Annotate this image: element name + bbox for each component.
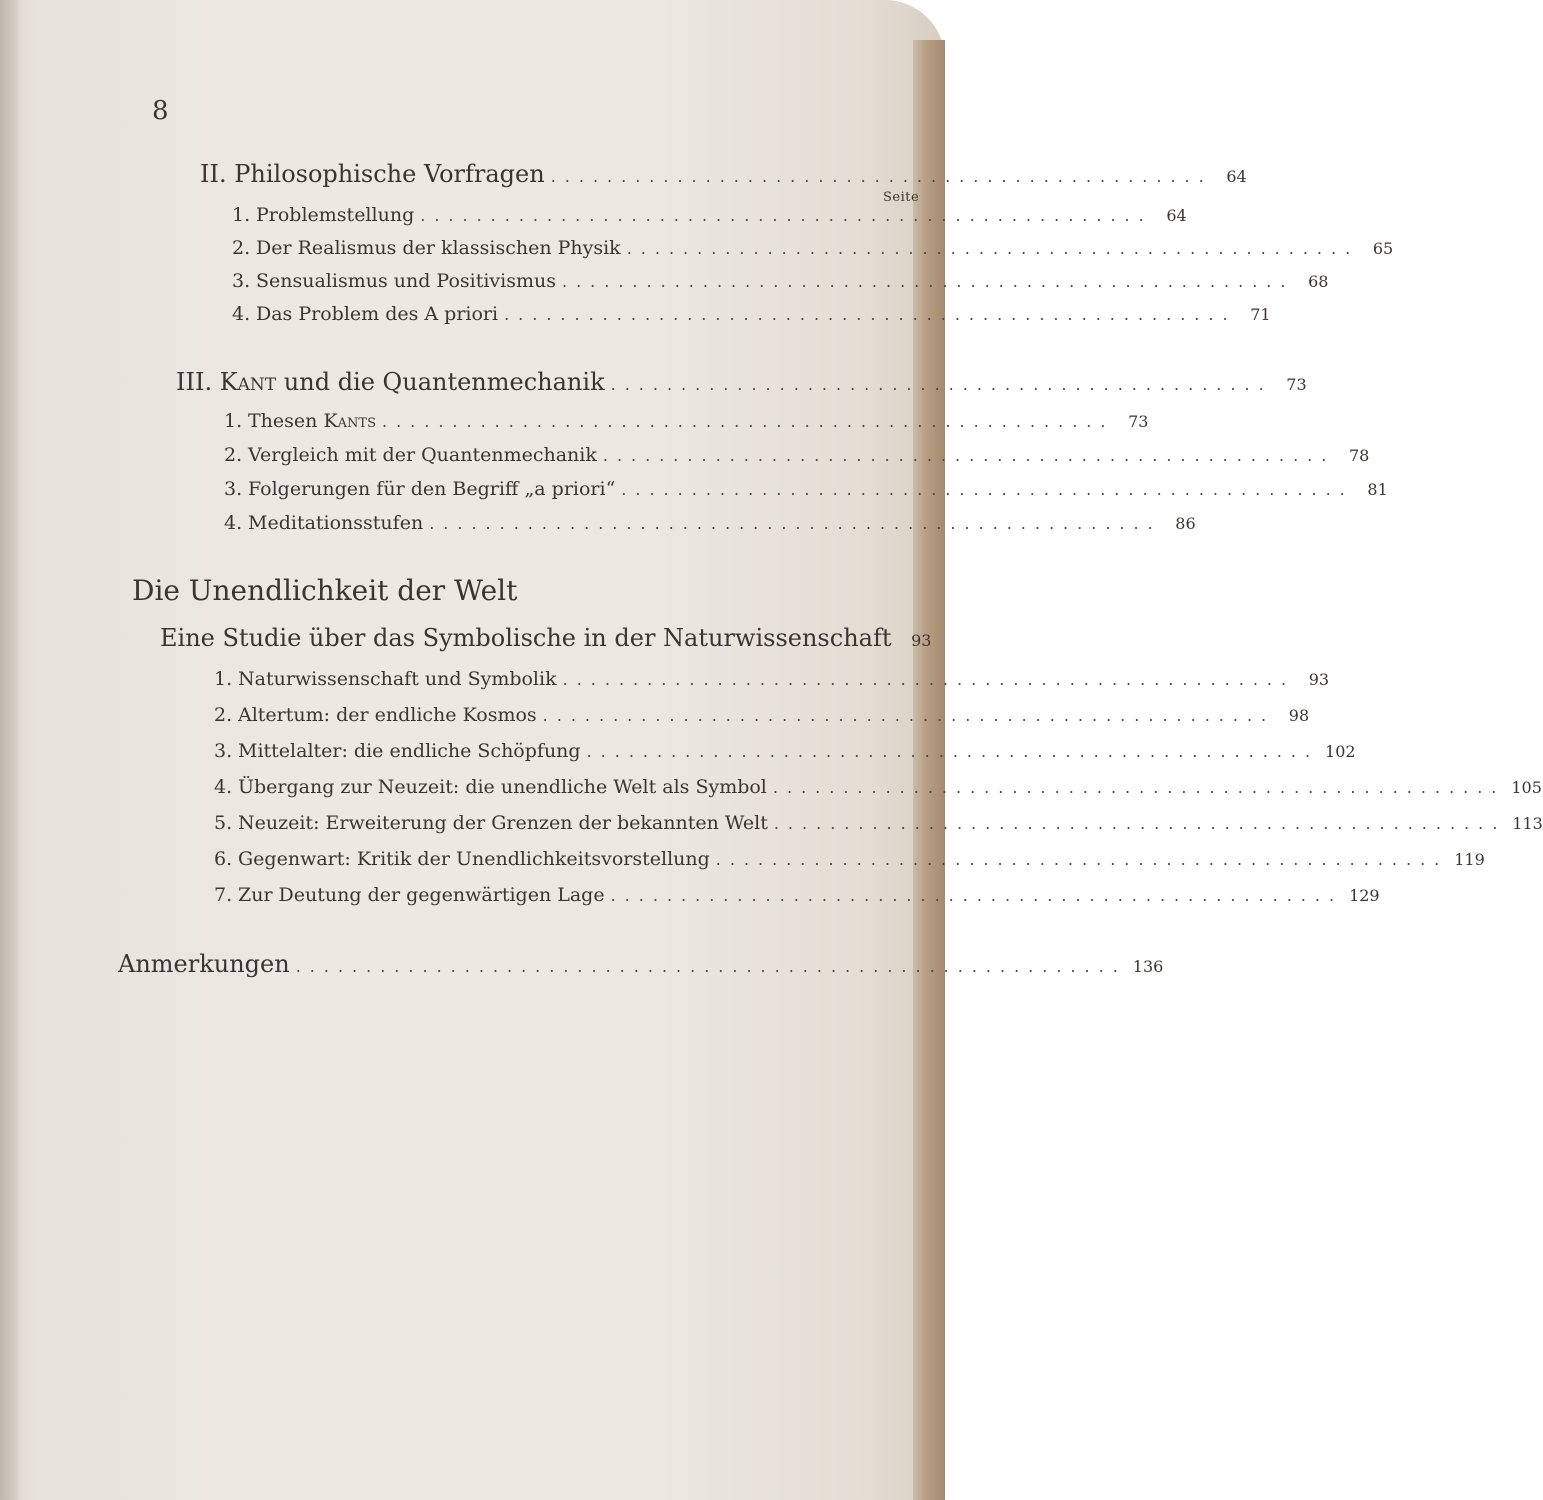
toc-entry: 6. Gegenwart: Kritik der Unendlichkeitsvorstellung .................................................... 119: [214, 848, 1485, 870]
toc-entry-label: Thesen: [248, 410, 318, 432]
toc-entry-page: 71: [1250, 305, 1271, 324]
toc-entry-label: Vergleich mit der Quantenmechanik: [248, 444, 597, 466]
toc-entry: 3. Mittelalter: die endliche Schöpfung .................................................... 102: [214, 740, 1356, 762]
toc-entry-page: 65: [1372, 239, 1394, 258]
toc-entry-page: 119: [1454, 850, 1485, 869]
toc-entry: 4. Das Problem des A priori .................................................... 71: [232, 303, 1271, 325]
section-3-page: 73: [1286, 375, 1307, 394]
toc-entry-label: Mittelalter: die endliche Schöpfung: [238, 740, 581, 762]
toc-entry: 7. Zur Deutung der gegenwärtigen Lage .................................................... 129: [214, 884, 1380, 906]
toc-entry-label: Gegenwart: Kritik der Unendlichkeitsvorstellung: [238, 848, 710, 870]
toc-entry-page: 129: [1349, 886, 1380, 905]
toc-entry-label: Sensualismus und Positivismus: [256, 270, 556, 292]
toc-entry-label: Das Problem des A priori: [256, 303, 499, 325]
toc-entry: 2. Altertum: der endliche Kosmos .................................................... 98: [214, 704, 1310, 726]
toc-entry-page: 68: [1308, 272, 1329, 291]
toc-entry-page: 73: [1128, 412, 1149, 431]
section-3-num: III.: [176, 368, 213, 396]
chapter-subtitle-page: 93: [911, 631, 932, 650]
toc-section-3: III. Kant und die Quantenmechanik ............................................... 73: [176, 368, 1307, 396]
toc-entry-label: Der Realismus der klassischen Physik: [256, 237, 621, 259]
page-number: 8: [152, 96, 169, 126]
toc-entry-label: Zur Deutung der gegenwärtigen Lage: [238, 884, 605, 906]
toc-entry: 4. Meditationsstufen .................................................... 86: [224, 512, 1196, 534]
toc-entry-page: 81: [1367, 480, 1388, 499]
chapter-subtitle: Eine Studie über das Symbolische in der Naturwissenschaft 93: [160, 624, 932, 652]
toc-entry: 1. Naturwissenschaft und Symbolik .................................................... 93: [214, 668, 1330, 690]
toc-entry-page: 64: [1166, 206, 1187, 225]
section-2-num: II.: [200, 160, 227, 188]
toc-entry-label: Altertum: der endliche Kosmos: [238, 704, 537, 726]
page-gutter: [0, 0, 18, 1500]
toc-entry-label: Meditationsstufen: [248, 512, 424, 534]
toc-entry-page: 98: [1288, 706, 1310, 725]
toc-entry: 3. Folgerungen für den Begriff „a priori“ .................................................... 81: [224, 478, 1388, 500]
toc-entry-page: 93: [1308, 670, 1330, 689]
toc-notes: Anmerkungen ........................................................... 136: [118, 950, 1164, 978]
toc-entry-label: Naturwissenschaft und Symbolik: [238, 668, 557, 690]
toc-entry-page: 105: [1511, 778, 1542, 797]
toc-entry: 2. Der Realismus der klassischen Physik .................................................... 65: [232, 237, 1394, 259]
toc-entry: 5. Neuzeit: Erweiterung der Grenzen der bekannten Welt .................................................... 113: [214, 812, 1543, 834]
toc-entry-page: 113: [1512, 814, 1543, 833]
section-3-kant: Kant: [219, 368, 277, 396]
section-3-title: und die Quantenmechanik: [283, 368, 605, 396]
notes-page: 136: [1132, 957, 1164, 976]
toc-entry: 1. Problemstellung .................................................... 64: [232, 204, 1187, 226]
page-edge: [913, 40, 945, 1500]
chapter-title: Die Unendlichkeit der Welt: [132, 574, 518, 607]
toc-section-2: II. Philosophische Vorfragen ............................................... 64: [200, 160, 1247, 188]
section-2-page: 64: [1226, 167, 1247, 186]
toc-entry-page: 102: [1325, 742, 1356, 761]
section-2-title: Philosophische Vorfragen: [234, 160, 545, 188]
toc-entry-label: Neuzeit: Erweiterung der Grenzen der bekannten Welt: [238, 812, 768, 834]
toc-entry: 1. Thesen Kants .................................................... 73: [224, 410, 1149, 432]
toc-entry: 2. Vergleich mit der Quantenmechanik .................................................... 78: [224, 444, 1370, 466]
toc-entry: 4. Übergang zur Neuzeit: die unendliche Welt als Symbol .................................................... 105: [214, 776, 1542, 798]
toc-entry-page: 78: [1348, 446, 1370, 465]
notes-label: Anmerkungen: [118, 950, 290, 978]
toc-entry-label: Problemstellung: [256, 204, 415, 226]
toc-entry-label: Übergang zur Neuzeit: die unendliche Welt als Symbol: [238, 776, 767, 798]
toc-entry-page: 86: [1175, 514, 1196, 533]
toc-entry: 3. Sensualismus und Positivismus .................................................... 68: [232, 270, 1329, 292]
toc-entry-label: Folgerungen für den Begriff „a priori“: [248, 478, 616, 500]
seite-label: Seite: [883, 190, 920, 205]
